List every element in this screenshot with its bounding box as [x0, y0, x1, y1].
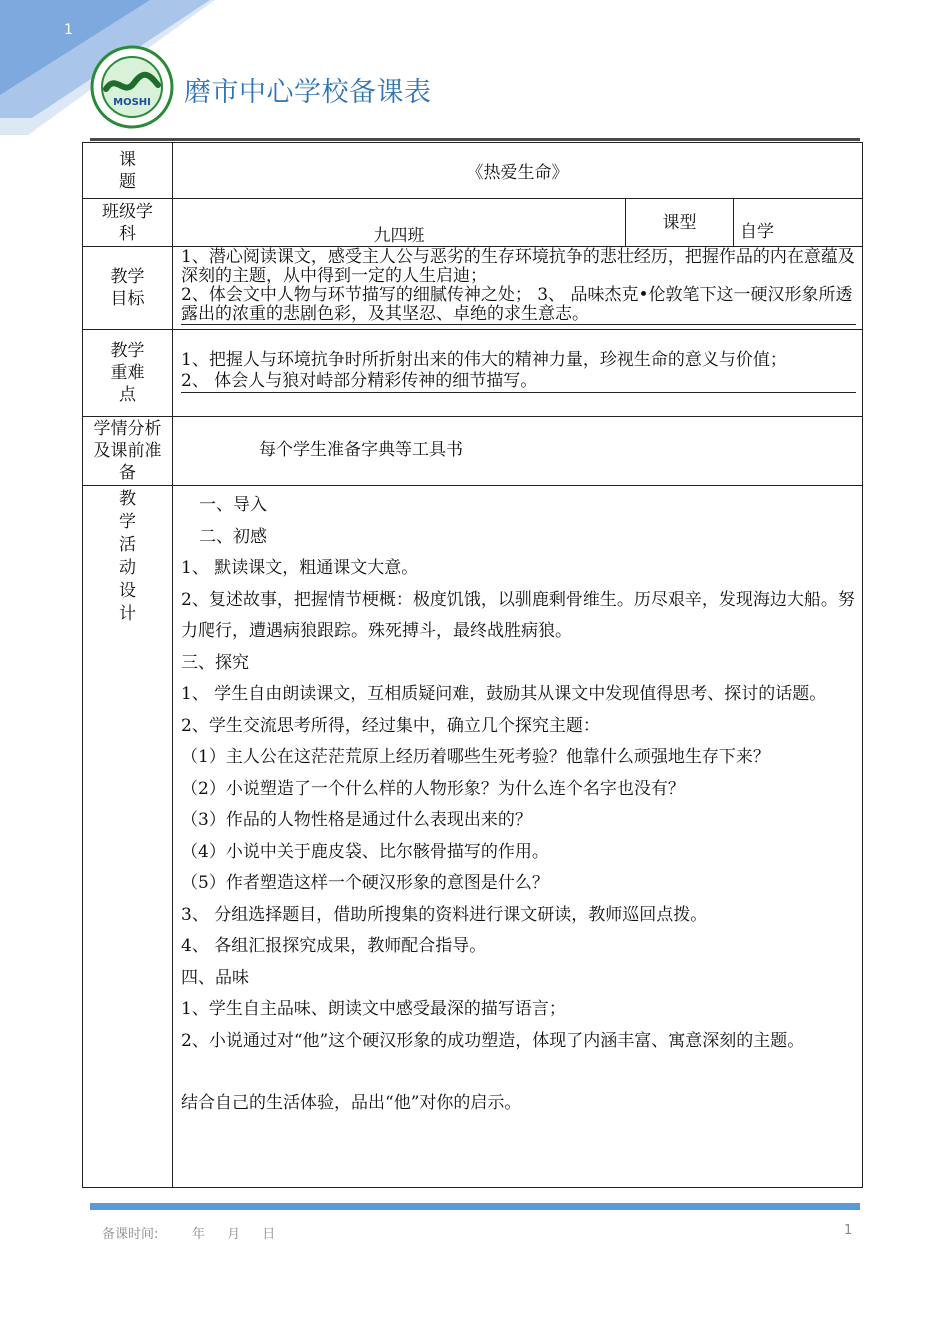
activity-line: 结合自己的生活体验，品出“他”对你的启示。 [181, 1093, 522, 1113]
class-label: 班级学科 [83, 199, 173, 247]
activity-line: 一、导入 [199, 495, 267, 515]
row-activities [83, 486, 863, 1188]
activity-line: 二、初感 [199, 526, 267, 547]
difficulty-item: 2、 体会人与狼对峙部分精彩传神的细节描写。 [181, 371, 856, 393]
row-topic [83, 143, 863, 199]
activity-content [173, 486, 863, 1188]
difficulty-content [173, 330, 863, 417]
footer-time-label: 备课时间: [102, 1227, 159, 1242]
school-title: 磨市中心学校备课表 [184, 77, 432, 108]
logo-text: MOSHI [113, 97, 151, 108]
goals-content [173, 247, 863, 330]
activity-line: （3）作品的人物性格是通过什么表现出来的？ [181, 810, 532, 830]
activity-line: 2、学生交流思考所得，经过集中，确立几个探究主题： [181, 715, 600, 736]
lesson-plan-table [82, 142, 863, 1188]
row-class [83, 199, 863, 247]
activity-label: 教 学 活 动 设 计 [83, 486, 173, 1188]
activity-line: 4、 各组汇报探究成果，教师配合指导。 [181, 936, 487, 956]
activity-line: （2）小说塑造了一个什么样的人物形象？为什么连个名字也没有？ [181, 778, 685, 799]
goal-item: 2、体会文中人物与环节描写的细腻传神之处； 3、 品味杰克•伦敦笔下这一硬汉形象所透露出的浓重的悲剧色彩，及其坚忍、卓绝的求生意志。 [181, 286, 856, 325]
class-value: 九四班 [173, 199, 626, 247]
activity-line: （1）主人公在这茫茫荒原上经历着哪些生死考验？他靠什么顽强地生存下来？ [181, 747, 770, 767]
difficulty-item: 1、把握人与环境抗争时所折射出来的伟大的精神力量，珍视生命的意义与价值； [181, 350, 787, 370]
topic-value: 《热爱生命》 [173, 143, 863, 199]
school-logo [90, 45, 174, 129]
activity-line [181, 1057, 856, 1088]
difficulty-label: 教学重难点 [83, 330, 173, 417]
prep-label: 学情分析及课前准备 [83, 417, 173, 486]
row-goals [83, 247, 863, 330]
activity-line: 1、 学生自由朗读课文，互相质疑问难，鼓励其从课文中发现值得思考、探讨的话题。 [181, 684, 827, 704]
topic-label: 课 题 [83, 143, 173, 199]
type-value: 自学 [734, 199, 863, 247]
footer-date-fields: 年 月 日 [192, 1227, 276, 1242]
footer-bar [90, 1203, 860, 1210]
activity-line: 1、学生自主品味、朗读文中感受最深的描写语言； [181, 999, 566, 1019]
activity-line: 3、 分组选择题目，借助所搜集的资料进行课文研读，教师巡回点拨。 [181, 904, 708, 925]
activity-line: （4）小说中关于鹿皮袋、比尔骸骨描写的作用。 [181, 841, 549, 862]
header-page-number: 1 [64, 22, 73, 38]
header-rule [90, 138, 860, 141]
row-prep [83, 417, 863, 486]
goals-label: 教学目标 [83, 247, 173, 330]
goal-item: 1、潜心阅读课文，感受主人公与恶劣的生存环境抗争的悲壮经历，把握作品的内在意蕴及深刻的主题，从中得到一定的人生启迪； [181, 247, 855, 286]
activity-line: 2、小说通过对“他”这个硬汉形象的成功塑造，体现了内涵丰富、寓意深刻的主题。 [181, 1030, 805, 1051]
activity-line: 三、探究 [181, 652, 249, 673]
row-difficulties [83, 330, 863, 417]
activity-line: 2、复述故事，把握情节梗概：极度饥饿，以驯鹿剩骨维生。历尽艰辛，发现海边大船。努力爬行，遭遇病狼跟踪。殊死搏斗，最终战胜病狼。 [181, 589, 855, 641]
activity-line: 1、 默读课文，粗通课文大意。 [181, 558, 419, 578]
type-label: 课型 [626, 199, 734, 247]
footer-page-number: 1 [844, 1223, 853, 1238]
activity-line: （5）作者塑造这样一个硬汉形象的意图是什么？ [181, 873, 549, 893]
prep-value: 每个学生准备字典等工具书 [173, 417, 863, 486]
activity-line: 四、品味 [181, 967, 249, 988]
